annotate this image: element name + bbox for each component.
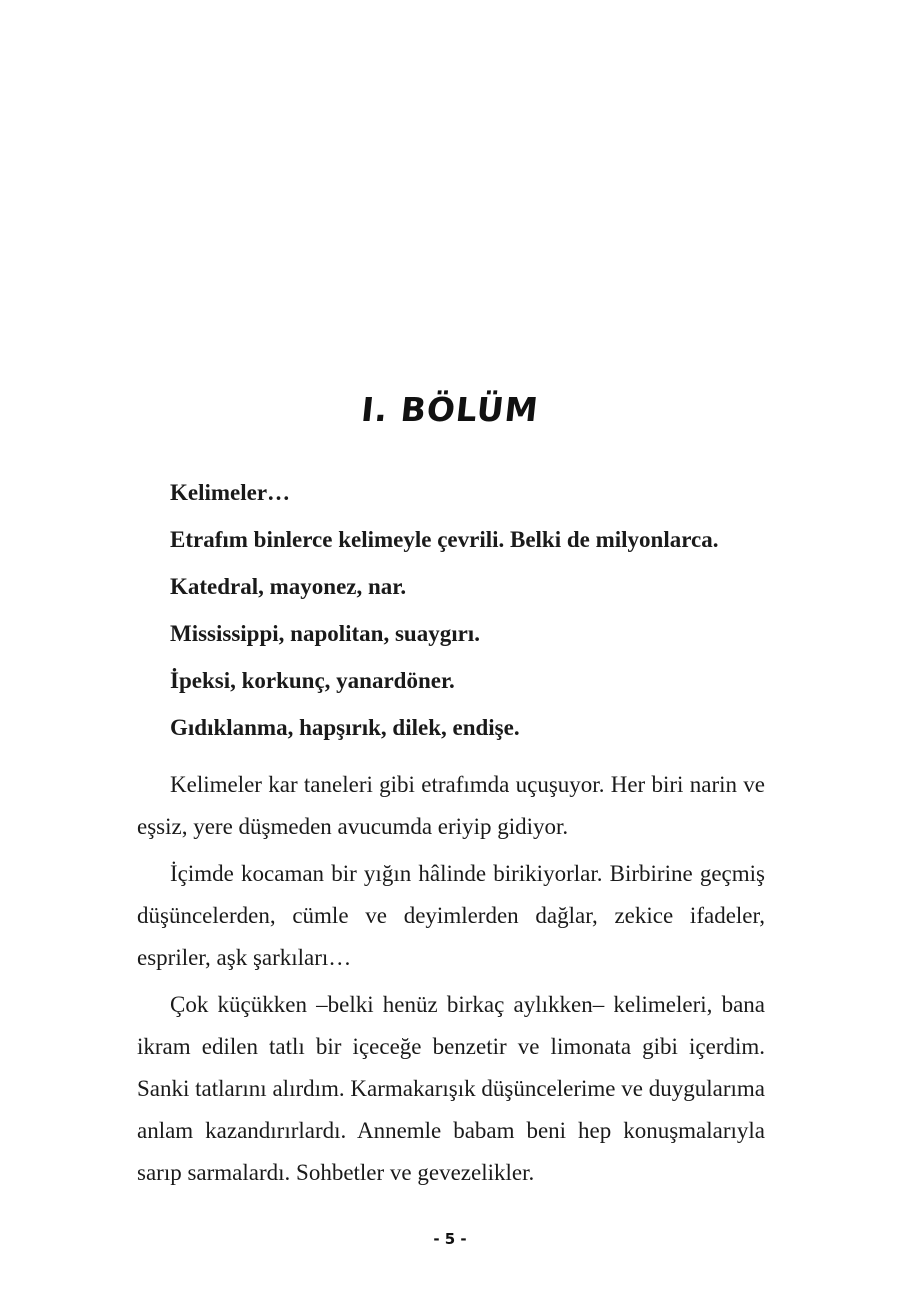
bold-line: Etrafım binlerce kelimeyle çevrili. Belki de milyonlarca. xyxy=(170,527,719,552)
chapter-title: I. BÖLÜM xyxy=(359,390,541,429)
paragraph: Çok küçükken –belki henüz birkaç aylıkken– kelimeleri, bana ikram edilen tatlı bir içeceğe benzetir ve limonata gibi içerdim. Sanki tatlarını alırdım. Karmakarışık düşüncelerime ve duygularıma anlam kazandırırlardı. Annemle babam beni hep konuşmalarıyla sarıp sarmalardı. Sohbetler ve gevezelikler. xyxy=(137,992,765,1185)
paragraph: Kelimeler kar taneleri gibi etrafımda uçuşuyor. Her biri narin ve eşsiz, yere düşmeden avucumda eriyip gidiyor. xyxy=(137,772,765,839)
bold-line: İpeksi, korkunç, yanardöner. xyxy=(170,668,455,693)
bold-line: Katedral, mayonez, nar. xyxy=(170,574,407,599)
paragraph: İçimde kocaman bir yığın hâlinde birikiyorlar. Birbirine geçmiş düşüncelerden, cümle ve deyimlerden dağlar, zekice ifadeler, espriler, aşk şarkıları… xyxy=(137,861,765,970)
bold-line: Gıdıklanma, hapşırık, dilek, endişe. xyxy=(170,715,520,740)
bold-line: Kelimeler… xyxy=(170,480,291,505)
bold-line: Mississippi, napolitan, suaygırı. xyxy=(170,621,480,646)
chapter-body xyxy=(137,477,765,1199)
page-number: - 5 - xyxy=(433,1230,467,1248)
